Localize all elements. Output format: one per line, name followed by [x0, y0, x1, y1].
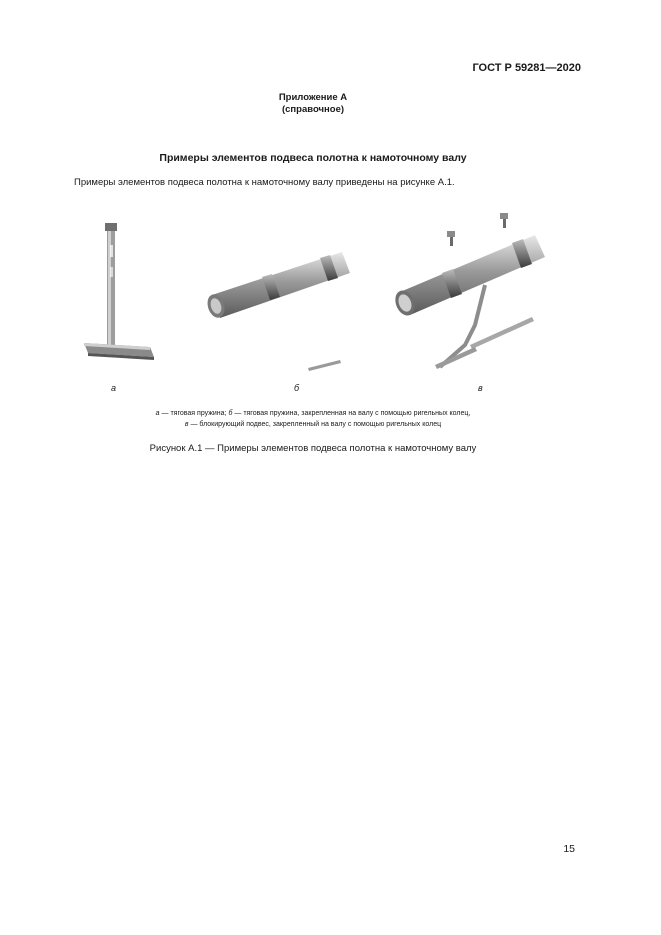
figure-legend-line-2: [0, 419, 626, 430]
figure-caption: Рисунок А.1 — Примеры элементов подвеса полотна к намоточному валу: [149, 443, 477, 454]
legend-text-b: тяговая пружина, закрепленная на валу с помощью ригельных колец,: [243, 410, 471, 417]
shaft-with-spring-illustration: [205, 252, 350, 371]
standard-code: ГОСТ Р 59281—2020: [472, 62, 581, 74]
figure-label-b: б: [294, 383, 300, 393]
figure-label-c: в: [478, 383, 483, 393]
legend-key-c: в —: [184, 421, 198, 428]
section-heading: Примеры элементов подвеса полотна к намоточному валу: [159, 152, 467, 164]
figure-legend-line-1: [0, 408, 626, 419]
pulling-spring-illustration: [84, 223, 154, 360]
legend-text-c: блокирующий подвес, закрепленный на валу с помощью ригельных колец: [199, 421, 442, 428]
annex-type: (справочное): [281, 104, 345, 115]
section-paragraph: Примеры элементов подвеса полотна к намоточному валу приведены на рисунке А.1.: [74, 177, 455, 188]
annex-title-block: [0, 92, 626, 116]
legend-key-a: а —: [155, 410, 169, 417]
figure-legend: [0, 408, 626, 430]
annex-title: Приложение А: [278, 92, 348, 103]
blocking-hanger-illustration: [392, 213, 545, 369]
figure-label-a: а: [111, 383, 117, 393]
figure-illustrations: [70, 205, 570, 390]
legend-text-a: тяговая пружина;: [170, 410, 227, 417]
page-number: 15: [563, 843, 575, 855]
legend-key-b: б —: [228, 410, 242, 417]
